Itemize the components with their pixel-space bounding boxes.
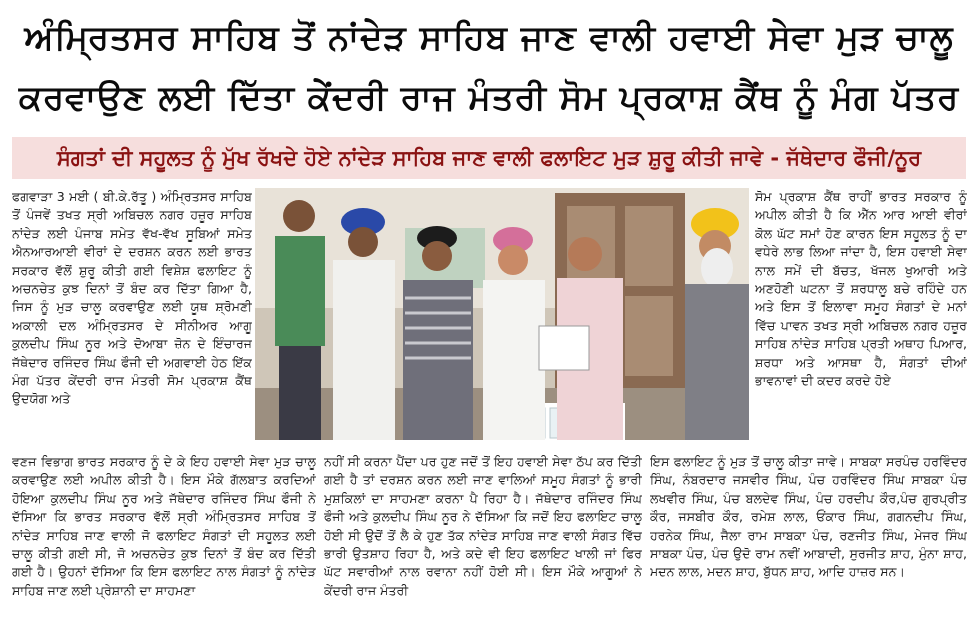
headline-line-2: ਕਰਵਾਉਣ ਲਈ ਦਿੱਤਾ ਕੇਂਦਰੀ ਰਾਜ ਮੰਤਰੀ ਸੋਮ ਪ੍ਰਕਾਸ਼ ਕੈਂਥ ਨੂੰ ਮੰਗ ਪੱਤਰ	[18, 78, 960, 118]
article-column-bottom-2: ਨਹੀਂ ਸੀ ਕਰਨਾ ਪੈਂਦਾ ਪਰ ਹੁਣ ਜਦੋਂ ਤੋਂ ਇਹ ਹਵਾਈ ਸੇਵਾ ਠੱਪ ਕਰ ਦਿੱਤੀ ਗਈ ਹੈ ਤਾਂ ਦਰਸ਼ਨ ਕਰਨ ਲਈ ਜਾਣ ਵਾਲਿਆਂ ਸਮੂਹ ਸੰਗਤਾਂ ਨੂੰ ਭਾਰੀ ਮੁਸ਼ਕਿਲਾਂ ਦਾ ਸਾਹਮਣਾ ਕਰਨਾ ਪੈ ਰਿਹਾ ਹੈ। ਜੱਥੇਦਾਰ ਰਜਿੰਦਰ ਸਿੰਘ ਫੌਜੀ ਅਤੇ ਕੁਲਦੀਪ ਸਿੰਘ ਨੂਰ ਨੇ ਦੱਸਿਆ ਕਿ ਜਦੋਂ ਇਹ ਫਲਾਇਟ ਚਾਲੂ ਹੋਈ ਸੀ ਉਦੋਂ ਤੋਂ ਲੈ ਕੇ ਹੁਣ ਤੱਕ ਨਾਂਦੇੜ ਸਾਹਿਬ ਜਾਣ ਵਾਲੀ ਸੰਗਤ ਵਿੱਚ ਭਾਰੀ ਉਤਸ਼ਾਹ ਰਿਹਾ ਹੈ, ਅਤੇ ਕਦੇ ਵੀ ਇਹ ਫਲਾਇਟ ਖਾਲੀ ਜਾਂ ਫਿਰ ਘੱਟ ਸਵਾਰੀਆਂ ਨਾਲ ਰਵਾਨਾ ਨਹੀਂ ਹੋਈ ਸੀ। ਇਸ ਮੌਕੇ ਆਗੂਆਂ ਨੇ ਕੇਂਦਰੀ ਰਾਜ ਮੰਤਰੀ	[324, 454, 642, 598]
headline-line-1: ਅੰਮ੍ਰਿਤਸਰ ਸਾਹਿਬ ਤੋਂ ਨਾਂਦੇੜ ਸਾਹਿਬ ਜਾਣ ਵਾਲੀ ਹਵਾਈ ਸੇਵਾ ਮੁੜ ਚਾਲੂ	[24, 18, 954, 58]
news-photo	[255, 188, 749, 440]
article-column-left: ਫਗਵਾੜਾ 3 ਮਈ ( ਬੀ.ਕੇ.ਰੱਤੂ ) ਅੰਮ੍ਰਿਤਸਰ ਸਾਹਿਬ ਤੋਂ ਪੰਜਵੇਂ ਤਖਤ ਸ੍ਰੀ ਅਬਿਚਲ ਨਗਰ ਹਜ਼ੂਰ ਸਾਹਿਬ ਨਾਂਦੇੜ ਲਈ ਪੰਜਾਬ ਸਮੇਤ ਵੱਖ-ਵੱਖ ਸੂਬਿਆਂ ਸਮੇਤ ਐਨਆਰਆਈ ਵੀਰਾਂ ਦੇ ਦਰਸ਼ਨ ਕਰਨ ਲਈ ਭਾਰਤ ਸਰਕਾਰ ਵੱਲੋਂ ਸ਼ੁਰੂ ਕੀਤੀ ਗਈ ਵਿਸ਼ੇਸ਼ ਫਲਾਇਟ ਨੂੰ ਅਚਨਚੇਤ ਕੁਝ ਦਿਨਾਂ ਤੋਂ ਬੰਦ ਕਰ ਦਿੱਤਾ ਗਿਆ ਹੈ, ਜਿਸ ਨੂੰ ਮੁੜ ਚਾਲੂ ਕਰਵਾਉਣ ਲਈ ਯੂਥ ਸ਼੍ਰੋਮਣੀ ਅਕਾਲੀ ਦਲ ਅੰਮ੍ਰਿਤਸਰ ਦੇ ਸੀਨੀਅਰ ਆਗੂ ਕੁਲਦੀਪ ਸਿੰਘ ਨੂਰ ਅਤੇ ਦੋਆਬਾ ਜ਼ੋਨ ਦੇ ਇੰਚਾਰਜ ਜੱਥੇਦਾਰ ਰਜਿੰਦਰ ਸਿੰਘ ਫੌਜੀ ਦੀ ਅਗਵਾਈ ਹੇਠ ਇੱਕ ਮੰਗ ਪੱਤਰ ਕੇਂਦਰੀ ਰਾਜ ਮੰਤਰੀ ਸੋਮ ਪ੍ਰਕਾਸ਼ ਕੈਂਥ ਉਦਯੋਗ ਅਤੇ	[12, 189, 252, 407]
article-column-bottom-1: ਵਣਜ ਵਿਭਾਗ ਭਾਰਤ ਸਰਕਾਰ ਨੂੰ ਦੇ ਕੇ ਇਹ ਹਵਾਈ ਸੇਵਾ ਮੁੜ ਚਾਲੂ ਕਰਵਾਉਣ ਲਈ ਅਪੀਲ ਕੀਤੀ ਹੈ। ਇਸ ਮੌਕੇ ਗੱਲਬਾਤ ਕਰਦਿਆਂ ਹੋਇਆ ਕੁਲਦੀਪ ਸਿੰਘ ਨੂਰ ਅਤੇ ਜੱਥੇਦਾਰ ਰਜਿੰਦਰ ਸਿੰਘ ਫੌਜੀ ਨੇ ਦੱਸਿਆ ਕਿ ਭਾਰਤ ਸਰਕਾਰ ਵੱਲੋਂ ਸ੍ਰੀ ਅੰਮ੍ਰਿਤਸਰ ਸਾਹਿਬ ਤੋਂ ਨਾਂਦੇੜ ਸਾਹਿਬ ਜਾਣ ਵਾਲੀ ਜੋ ਫਲਾਇਟ ਸੰਗਤਾਂ ਦੀ ਸਹੂਲਤ ਲਈ ਚਾਲੂ ਕੀਤੀ ਗਈ ਸੀ, ਜੋ ਅਚਨਚੇਤ ਕੁਝ ਦਿਨਾਂ ਤੋਂ ਬੰਦ ਕਰ ਦਿੱਤੀ ਗਈ ਹੈ। ਉਹਨਾਂ ਦੱਸਿਆ ਕਿ ਇਸ ਫਲਾਇਟ ਨਾਲ ਸੰਗਤਾਂ ਨੂੰ ਨਾਂਦੇੜ ਸਾਹਿਬ ਜਾਣ ਲਈ ਪ੍ਰੇਸ਼ਾਨੀ ਦਾ ਸਾਹਮਣਾ	[12, 454, 316, 598]
subheadline: ਸੰਗਤਾਂ ਦੀ ਸਹੂਲਤ ਨੂੰ ਮੁੱਖ ਰੱਖਦੇ ਹੋਏ ਨਾਂਦੇੜ ਸਾਹਿਬ ਜਾਣ ਵਾਲੀ ਫਲਾਇਟ ਮੁੜ ਸ਼ੁਰੂ ਕੀਤੀ ਜਾਵੇ - ਜੱਥੇਦਾਰ ਫੌਜੀ/ਨੂਰ	[12, 137, 966, 179]
article-column-bottom-3: ਇਸ ਫਲਾਇਟ ਨੂੰ ਮੁੜ ਤੋਂ ਚਾਲੂ ਕੀਤਾ ਜਾਵੇ। ਸਾਬਕਾ ਸਰਪੰਚ ਹਰਵਿੰਦਰ ਸਿੰਘ, ਨੰਬਰਦਾਰ ਜਸਵੀਰ ਸਿੰਘ, ਪੰਚ ਹਰਵਿੰਦਰ ਸਿੰਘ ਸਾਬਕਾ ਪੰਚ ਲਖਵੀਰ ਸਿੰਘ, ਪੰਚ ਬਲਦੇਵ ਸਿੰਘ, ਪੰਚ ਹਰਦੀਪ ਕੌਰ,ਪੰਚ ਗੁਰਪ੍ਰੀਤ ਕੌਰ, ਜਸਬੀਰ ਕੌਰ, ਰਮੇਸ਼ ਲਾਲ, ਓਂਕਾਰ ਸਿੰਘ, ਗਗਨਦੀਪ ਸਿੰਘ, ਹਰਨੇਕ ਸਿੰਘ, ਜੈਲਾ ਰਾਮ ਸਾਬਕਾ ਪੰਚ, ਰਣਜੀਤ ਸਿੰਘ, ਮੇਜਰ ਸਿੰਘ ਸਾਬਕਾ ਪੰਚ, ਪੰਚ ਉਦੋ ਰਾਮ ਨਵੀਂ ਆਬਾਦੀ, ਸੁਰਜੀਤ ਸ਼ਾਹ, ਮੁੰਨਾ ਸ਼ਾਹ, ਮਦਨ ਲਾਲ, ਮਦਨ ਸ਼ਾਹ, ਬੁੱਧਨ ਸ਼ਾਹ, ਆਦਿ ਹਾਜ਼ਰ ਸਨ।	[650, 454, 967, 580]
article-column-right: ਸੋਮ ਪ੍ਰਕਾਸ਼ ਕੈਂਥ ਰਾਹੀਂ ਭਾਰਤ ਸਰਕਾਰ ਨੂੰ ਅਪੀਲ ਕੀਤੀ ਹੈ ਕਿ ਐੱਨ ਆਰ ਆਈ ਵੀਰਾਂ ਕੋਲ ਘੱਟ ਸਮਾਂ ਹੋਣ ਕਾਰਨ ਇਸ ਸਹੂਲਤ ਨੂੰ ਦਾ ਵਧੇਰੇ ਲਾਭ ਲਿਆ ਜਾਂਦਾ ਹੈ, ਇਸ ਹਵਾਈ ਸੇਵਾ ਨਾਲ ਸਮੇਂ ਦੀ ਬੱਚਤ, ਖੱਜਲ ਖੁਆਰੀ ਅਤੇ ਅਣਹੋਣੀ ਘਟਨਾ ਤੋਂ ਸ਼ਰਧਾਲੂ ਬਚੇ ਰਹਿੰਦੇ ਹਨ ਅਤੇ ਇਸ ਤੋਂ ਇਲਾਵਾ ਸਮੂਹ ਸੰਗਤਾਂ ਦੇ ਮਨਾਂ ਵਿੱਚ ਪਾਵਨ ਤਖਤ ਸ੍ਰੀ ਅਬਿਚਲ ਨਗਰ ਹਜ਼ੂਰ ਸਾਹਿਬ ਨਾਂਦੇੜ ਸਾਹਿਬ ਪ੍ਰਤੀ ਅਥਾਹ ਪਿਆਰ, ਸ਼ਰਧਾ ਅਤੇ ਆਸਥਾ ਹੈ, ਸੰਗਤਾਂ ਦੀਆਂ ਭਾਵਨਾਵਾਂ ਦੀ ਕਦਰ ਕਰਦੇ ਹੋਏ	[755, 189, 967, 389]
